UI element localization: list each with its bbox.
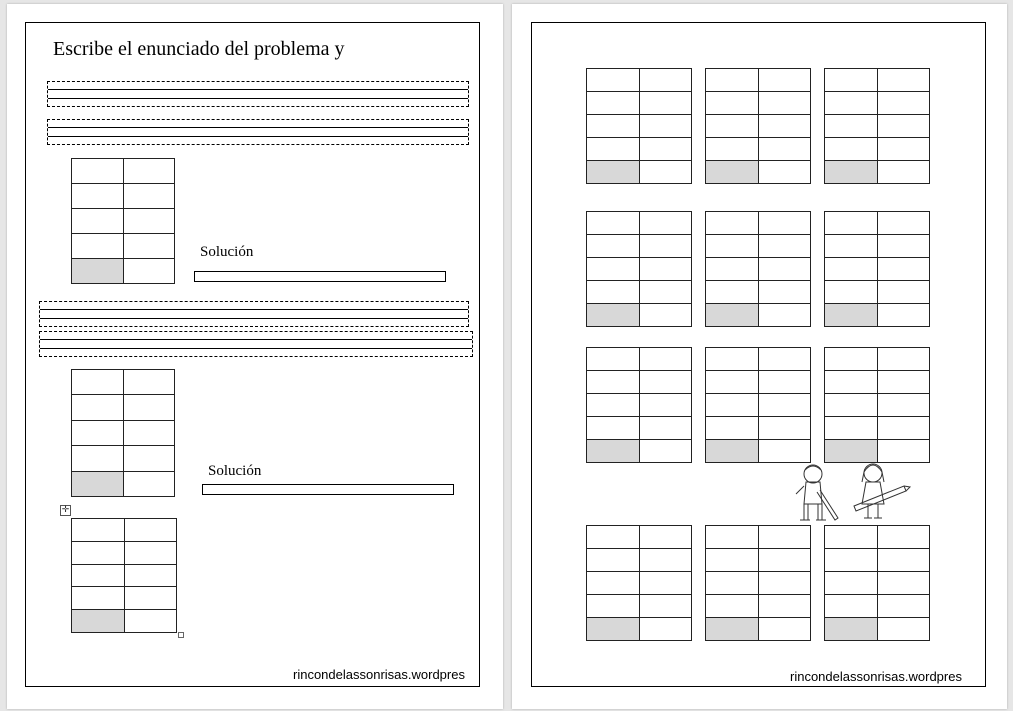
work-table-2 <box>71 369 175 497</box>
work-table <box>586 347 692 463</box>
answer-line-box[interactable] <box>39 301 469 327</box>
work-table-1 <box>71 158 175 284</box>
work-table <box>824 347 930 463</box>
solution-box[interactable] <box>194 271 446 282</box>
kids-with-pencils-icon <box>792 460 912 526</box>
solution-box[interactable] <box>202 484 454 495</box>
work-table <box>705 525 811 641</box>
work-table <box>586 525 692 641</box>
work-table <box>705 347 811 463</box>
footer-text: rincondelassonrisas.wordpres <box>293 667 465 682</box>
solution-label: Solución <box>208 463 262 479</box>
work-table <box>705 68 811 184</box>
answer-line-box[interactable] <box>47 119 469 145</box>
page-title: Escribe el enunciado del problema y <box>53 38 345 60</box>
move-icon[interactable]: ✛ <box>61 505 70 515</box>
work-table <box>824 68 930 184</box>
work-table <box>824 211 930 327</box>
page-1 <box>7 4 503 709</box>
resize-handle-icon[interactable] <box>178 632 184 638</box>
work-table <box>824 525 930 641</box>
footer-text: rincondelassonrisas.wordpres <box>790 669 962 684</box>
page-2 <box>512 4 1007 709</box>
answer-line-box[interactable] <box>39 331 473 357</box>
work-table <box>705 211 811 327</box>
work-table <box>586 68 692 184</box>
work-table <box>586 211 692 327</box>
work-table-3 <box>71 518 177 633</box>
solution-label: Solución <box>200 244 254 260</box>
answer-line-box[interactable] <box>47 81 469 107</box>
